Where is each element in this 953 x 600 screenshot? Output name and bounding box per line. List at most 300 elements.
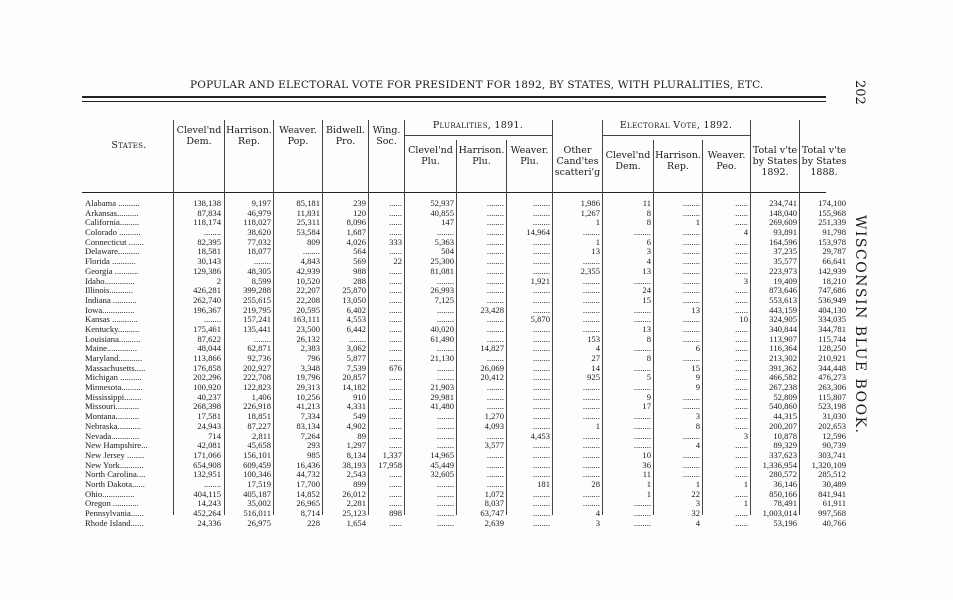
table-cell: 841,941 [818, 489, 846, 499]
table-cell: 280,572 [769, 470, 797, 480]
table-cell: 78,491 [773, 499, 797, 509]
table-cell: ........ [682, 315, 700, 325]
state-name-cell: New York........... [85, 460, 144, 470]
table-cell: 91,798 [822, 228, 846, 238]
table-cell: ........ [532, 489, 550, 499]
table-cell: ...... [735, 295, 748, 305]
table-cell: ...... [735, 257, 748, 267]
table-cell: ........ [582, 276, 600, 286]
table-cell: 27 [591, 354, 600, 363]
table-cell: 269,609 [769, 218, 797, 228]
table-cell: 288 [353, 276, 366, 286]
table-cell: 223,973 [769, 266, 797, 276]
table-cell: 89,329 [773, 441, 797, 451]
state-name-cell: Pennsylvania...... [85, 509, 144, 518]
table-cell: 24 [642, 286, 651, 296]
table-cell: ........ [582, 286, 600, 296]
table-cell: 24,943 [197, 421, 221, 431]
table-cell: 32,605 [430, 470, 454, 480]
table-cell: ...... [735, 199, 748, 208]
table-cell: 25,870 [342, 286, 366, 296]
table-cell: 14,182 [342, 383, 366, 393]
table-cell: 26,975 [247, 518, 271, 528]
table-cell: 174,100 [818, 199, 846, 208]
table-cell: ...... [735, 237, 748, 247]
table-cell: ........ [532, 266, 550, 276]
page-number: 202 [852, 80, 867, 105]
top-rule [82, 96, 826, 98]
table-cell: ........ [582, 324, 600, 334]
table-cell: 13 [691, 305, 700, 315]
table-cell: 115,744 [818, 334, 846, 344]
table-cell: 202,653 [818, 421, 846, 431]
table-cell: ........ [532, 392, 550, 402]
table-cell: 20,857 [342, 373, 366, 383]
table-cell: 747,686 [818, 286, 846, 296]
header-weaver: Weaver. Pop. [279, 125, 317, 147]
table-cell: ........ [486, 286, 504, 296]
table-cell: ...... [389, 392, 402, 402]
table-cell: ........ [532, 363, 550, 373]
table-cell: 148,040 [769, 208, 797, 218]
table-cell: ........ [532, 218, 550, 228]
table-cell: ........ [682, 450, 700, 460]
table-cell: 334,035 [818, 315, 846, 325]
table-cell: 404,130 [818, 305, 846, 315]
table-cell: 239 [353, 199, 366, 208]
plu-weaver-column [507, 199, 550, 528]
table-cell: 609,459 [243, 460, 271, 470]
table-cell: ...... [735, 383, 748, 393]
table-cell: ........ [532, 402, 550, 412]
table-cell: ........ [486, 470, 504, 480]
table-cell: 549 [353, 412, 366, 422]
table-cell: 202,296 [193, 373, 221, 383]
table-cell: 13 [591, 247, 600, 257]
table-cell: 52,937 [430, 199, 454, 208]
table-cell: 19,796 [296, 373, 320, 383]
table-cell: 9,197 [251, 199, 271, 208]
table-cell: 1 [743, 479, 748, 489]
table-cell: 35,577 [773, 257, 797, 267]
state-name-cell: Kentucky.......... [85, 324, 140, 334]
table-cell: 181 [537, 479, 550, 489]
table-cell: 466,582 [769, 373, 797, 383]
header-electoral: Electoral Vote, 1892. [619, 120, 733, 131]
table-cell: 268,398 [193, 402, 221, 412]
table-cell: ........ [532, 286, 550, 296]
table-cell: ........ [532, 518, 550, 528]
table-cell: ........ [486, 334, 504, 344]
table-cell: 82,395 [197, 237, 221, 247]
table-cell: ........ [582, 431, 600, 441]
table-cell: 52,809 [773, 392, 797, 402]
table-cell: ........ [532, 257, 550, 267]
table-cell: 42,939 [296, 266, 320, 276]
table-cell: ........ [532, 344, 550, 354]
table-cell: 10 [739, 315, 748, 325]
table-cell: 118,027 [243, 218, 271, 228]
table-cell: 16,436 [296, 460, 320, 470]
header-ev-cleveland: Clevel'nd Dem. [605, 150, 651, 172]
table-cell: ........ [532, 509, 550, 518]
table-cell: 344,781 [818, 324, 846, 334]
table-cell: ........ [682, 199, 700, 208]
state-name-cell: New Hampshire... [85, 441, 148, 451]
table-cell: ........ [582, 392, 600, 402]
table-cell: 7,334 [300, 412, 320, 422]
table-cell: 4,843 [300, 257, 320, 267]
table-cell: 36 [642, 460, 651, 470]
table-cell: 988 [353, 266, 366, 276]
table-cell: 63,747 [480, 509, 504, 518]
table-cell: 3 [695, 499, 700, 509]
table-cell: 22 [691, 489, 700, 499]
header-plu-harrison: Harrison. Plu. [458, 145, 505, 167]
table-cell: ...... [735, 218, 748, 228]
table-cell: ...... [389, 276, 402, 286]
table-cell: 267,238 [769, 383, 797, 393]
table-cell: ...... [389, 344, 402, 354]
table-cell: 41,480 [430, 402, 454, 412]
header-pluralities: Pluralities, 1891. [432, 120, 524, 131]
table-cell: ........ [633, 518, 651, 528]
state-name-cell: Nevada............. [85, 431, 140, 441]
table-cell: 1,320,109 [811, 460, 846, 470]
table-cell: ...... [735, 373, 748, 383]
table-cell: 155,968 [818, 208, 846, 218]
table-cell: 18,581 [197, 247, 221, 257]
table-cell: ...... [389, 334, 402, 344]
table-cell: ........ [582, 228, 600, 238]
table-cell: 7,125 [434, 295, 454, 305]
table-cell: 15 [642, 295, 651, 305]
table-cell: 26,012 [342, 489, 366, 499]
table-cell: 13,050 [342, 295, 366, 305]
table-cell: 8,599 [251, 276, 271, 286]
table-cell: ........ [436, 509, 454, 518]
table-cell: 5,877 [346, 354, 366, 363]
header-ev-harrison: Harrison. Rep. [655, 150, 701, 172]
table-cell: 19,409 [773, 276, 797, 286]
table-cell: 61,911 [822, 499, 846, 509]
state-name-cell: Oregon ............ [85, 499, 139, 509]
table-cell: ...... [735, 460, 748, 470]
table-cell: 100,920 [193, 383, 221, 393]
table-cell: ...... [389, 470, 402, 480]
table-cell: 21,130 [430, 354, 454, 363]
table-cell: ........ [486, 402, 504, 412]
table-cell: ...... [389, 518, 402, 528]
table-cell: 38,193 [342, 460, 366, 470]
table-cell: ...... [389, 499, 402, 509]
state-name-cell: Montana........... [85, 412, 140, 422]
table-cell: 40,766 [822, 518, 846, 528]
table-cell: 2,383 [300, 344, 320, 354]
table-cell: ........ [486, 460, 504, 470]
table-cell: 222,708 [243, 373, 271, 383]
state-name-cell: Minnesota.......... [85, 383, 143, 393]
table-cell: 255,615 [243, 295, 271, 305]
table-cell: ........ [253, 334, 271, 344]
table-cell: 997,568 [818, 509, 846, 518]
table-cell: 676 [389, 363, 402, 373]
table-cell: ........ [436, 363, 454, 373]
state-name-cell: California......... [85, 218, 140, 228]
table-cell: ........ [532, 450, 550, 460]
table-cell: 2,811 [251, 431, 271, 441]
table-cell: ........ [633, 431, 651, 441]
table-cell: ........ [682, 431, 700, 441]
table-cell: 8 [646, 208, 651, 218]
table-cell: 25,123 [342, 509, 366, 518]
state-name-cell: Michigan .......... [85, 373, 142, 383]
table-cell: 15 [691, 363, 700, 373]
page-title: POPULAR AND ELECTORAL VOTE FOR PRESIDENT FOR 1892, BY STATES, WITH PLURALITIES, ETC. [190, 79, 764, 91]
table-cell: 340,844 [769, 324, 797, 334]
table-cell: ...... [735, 402, 748, 412]
table-cell: 100,346 [243, 470, 271, 480]
table-cell: 142,939 [818, 266, 846, 276]
table-cell: 4,453 [530, 431, 550, 441]
table-cell: 14,827 [480, 344, 504, 354]
table-cell: 41,213 [296, 402, 320, 412]
table-cell: ........ [682, 402, 700, 412]
table-cell: ........ [436, 479, 454, 489]
table-cell: ........ [682, 470, 700, 480]
header-states: States. [111, 140, 147, 151]
table-cell: 11,831 [296, 208, 320, 218]
table-cell: ...... [389, 402, 402, 412]
table-cell: 153 [587, 334, 600, 344]
table-cell: ........ [532, 334, 550, 344]
table-cell: 48,305 [247, 266, 271, 276]
table-cell: ........ [486, 208, 504, 218]
table-cell: ........ [633, 305, 651, 315]
table-cell: 163,111 [292, 315, 320, 325]
table-cell: 164,596 [769, 237, 797, 247]
table-cell: 3,062 [346, 344, 366, 354]
header-total-1888: Total v'te by States 1888. [801, 145, 847, 178]
table-cell: 2,543 [346, 470, 366, 480]
table-cell: 9 [695, 383, 700, 393]
table-cell: ........ [682, 334, 700, 344]
table-cell: 26,965 [296, 499, 320, 509]
table-cell: 83,134 [296, 421, 320, 431]
table-cell: ...... [389, 383, 402, 393]
table-cell: 18,851 [247, 412, 271, 422]
table-cell: 251,339 [818, 218, 846, 228]
header-ev-weaver: Weaver. Peo. [707, 150, 746, 172]
table-cell: 81,081 [430, 266, 454, 276]
table-cell: 89 [357, 431, 366, 441]
table-cell: ........ [582, 460, 600, 470]
table-cell: 504 [441, 247, 454, 257]
table-cell: ........ [486, 257, 504, 267]
table-cell: ........ [532, 499, 550, 509]
table-cell: 6,402 [346, 305, 366, 315]
table-cell: 26,132 [296, 334, 320, 344]
table-cell: ...... [389, 228, 402, 238]
table-cell: 156,101 [243, 450, 271, 460]
table-cell: 3 [595, 518, 600, 528]
table-cell: 4 [595, 344, 600, 354]
table-cell: ...... [735, 412, 748, 422]
table-cell: ........ [682, 266, 700, 276]
table-cell: 898 [389, 509, 402, 518]
state-name-cell: New Jersey ........ [85, 450, 145, 460]
table-cell: ...... [389, 441, 402, 451]
table-cell: 2 [216, 276, 221, 286]
table-cell: 443,159 [769, 305, 797, 315]
table-cell: 5,363 [434, 237, 454, 247]
table-cell: 1,267 [580, 208, 600, 218]
state-name-cell: Missouri........... [85, 402, 140, 412]
table-cell: ........ [532, 237, 550, 247]
table-cell: 23,500 [296, 324, 320, 334]
table-cell: 4 [646, 257, 651, 267]
table-cell: 122,823 [243, 383, 271, 393]
state-name-cell: Colorado .......... [85, 228, 141, 238]
table-cell: 20,412 [480, 373, 504, 383]
table-cell: 391,362 [769, 363, 797, 373]
table-cell: 654,908 [193, 460, 221, 470]
table-cell: ........ [582, 305, 600, 315]
state-name-cell: Maine.............. [85, 344, 138, 354]
table-cell: 22,207 [296, 286, 320, 296]
table-cell: 1,297 [346, 441, 366, 451]
table-cell: 53,584 [296, 228, 320, 238]
header-cleveland: Clevel'nd Dem. [176, 125, 222, 147]
state-name-cell: Florida ........... [85, 257, 136, 267]
table-cell: ........ [436, 305, 454, 315]
table-cell: 87,622 [197, 334, 221, 344]
table-cell: 25,300 [430, 257, 454, 267]
table-cell: ...... [389, 412, 402, 422]
table-cell: ........ [633, 509, 651, 518]
table-cell: 31,030 [822, 412, 846, 422]
table-cell: 62,871 [247, 344, 271, 354]
table-cell: 6,442 [346, 324, 366, 334]
table-cell: 399,288 [243, 286, 271, 296]
table-cell: 910 [353, 392, 366, 402]
total-1888-column [800, 199, 846, 528]
table-cell: 1 [646, 479, 651, 489]
state-name-cell: Maryland........... [85, 354, 143, 363]
table-cell: 1,921 [530, 276, 550, 286]
table-cell: 113,907 [769, 334, 797, 344]
table-cell: 2,355 [580, 266, 600, 276]
table-cell: 90,739 [822, 441, 846, 451]
table-cell: 8,714 [300, 509, 320, 518]
table-cell: ........ [682, 237, 700, 247]
table-cell: 153,978 [818, 237, 846, 247]
table-cell: 1,270 [484, 412, 504, 422]
table-cell: 40,855 [430, 208, 454, 218]
table-cell: 536,949 [818, 295, 846, 305]
table-cell: 18,077 [247, 247, 271, 257]
table-cell: 1 [695, 218, 700, 228]
harrison-column [225, 199, 271, 528]
table-cell: 120 [353, 208, 366, 218]
table-cell: ...... [389, 199, 402, 208]
table-cell: 985 [307, 450, 320, 460]
table-cell: ........ [436, 421, 454, 431]
table-cell: ...... [389, 305, 402, 315]
table-cell: ...... [389, 354, 402, 363]
table-cell: ...... [735, 470, 748, 480]
table-cell: ...... [735, 392, 748, 402]
state-name-cell: Alabama .......... [85, 199, 140, 208]
table-cell: ...... [735, 441, 748, 451]
table-cell: ........ [582, 295, 600, 305]
header-bottom-rule [82, 192, 826, 193]
table-cell: 23,428 [480, 305, 504, 315]
table-cell: ........ [436, 431, 454, 441]
table-cell: 523,198 [818, 402, 846, 412]
table-cell: 899 [353, 479, 366, 489]
table-cell: 8,037 [484, 499, 504, 509]
table-cell: 1,986 [580, 199, 600, 208]
table-cell: ........ [203, 315, 221, 325]
table-cell: 850,166 [769, 489, 797, 499]
pluralities-rule [404, 135, 552, 136]
table-cell: ........ [633, 499, 651, 509]
table-cell: 30,143 [197, 257, 221, 267]
table-cell: ........ [486, 324, 504, 334]
table-cell: ........ [582, 402, 600, 412]
table-cell: ...... [735, 489, 748, 499]
table-cell: 10 [642, 450, 651, 460]
table-cell: ........ [486, 237, 504, 247]
table-cell: 6 [646, 237, 651, 247]
table-cell: ........ [633, 315, 651, 325]
table-cell: ........ [486, 383, 504, 393]
table-cell: ........ [532, 324, 550, 334]
table-cell: 405,187 [243, 489, 271, 499]
table-cell: ........ [682, 295, 700, 305]
table-cell: 7,264 [300, 431, 320, 441]
table-cell: 21,903 [430, 383, 454, 393]
table-cell: 32 [691, 509, 700, 518]
table-cell: ........ [203, 228, 221, 238]
table-cell: 7,539 [346, 363, 366, 373]
wing-column [369, 199, 402, 528]
table-cell: ...... [389, 286, 402, 296]
table-cell: ........ [682, 460, 700, 470]
table-cell: 17 [642, 402, 651, 412]
table-cell: 6 [695, 344, 700, 354]
table-cell: 135,441 [243, 324, 271, 334]
table-cell: ........ [436, 315, 454, 325]
table-cell: 22,208 [296, 295, 320, 305]
table-cell: ........ [486, 218, 504, 228]
header-bidwell: Bidwell. Pro. [326, 125, 365, 147]
table-cell: 210,921 [818, 354, 846, 363]
table-cell: ........ [633, 421, 651, 431]
table-cell: 38,620 [247, 228, 271, 238]
table-cell: 4 [695, 441, 700, 451]
table-cell: 3 [695, 412, 700, 422]
table-cell: 2,281 [346, 499, 366, 509]
table-cell: ...... [389, 315, 402, 325]
table-cell: 8 [646, 354, 651, 363]
table-cell: ........ [253, 257, 271, 267]
table-cell: 3,577 [484, 441, 504, 451]
plu-cleveland-column [405, 199, 454, 528]
table-cell: ........ [486, 199, 504, 208]
table-cell: ........ [486, 228, 504, 238]
